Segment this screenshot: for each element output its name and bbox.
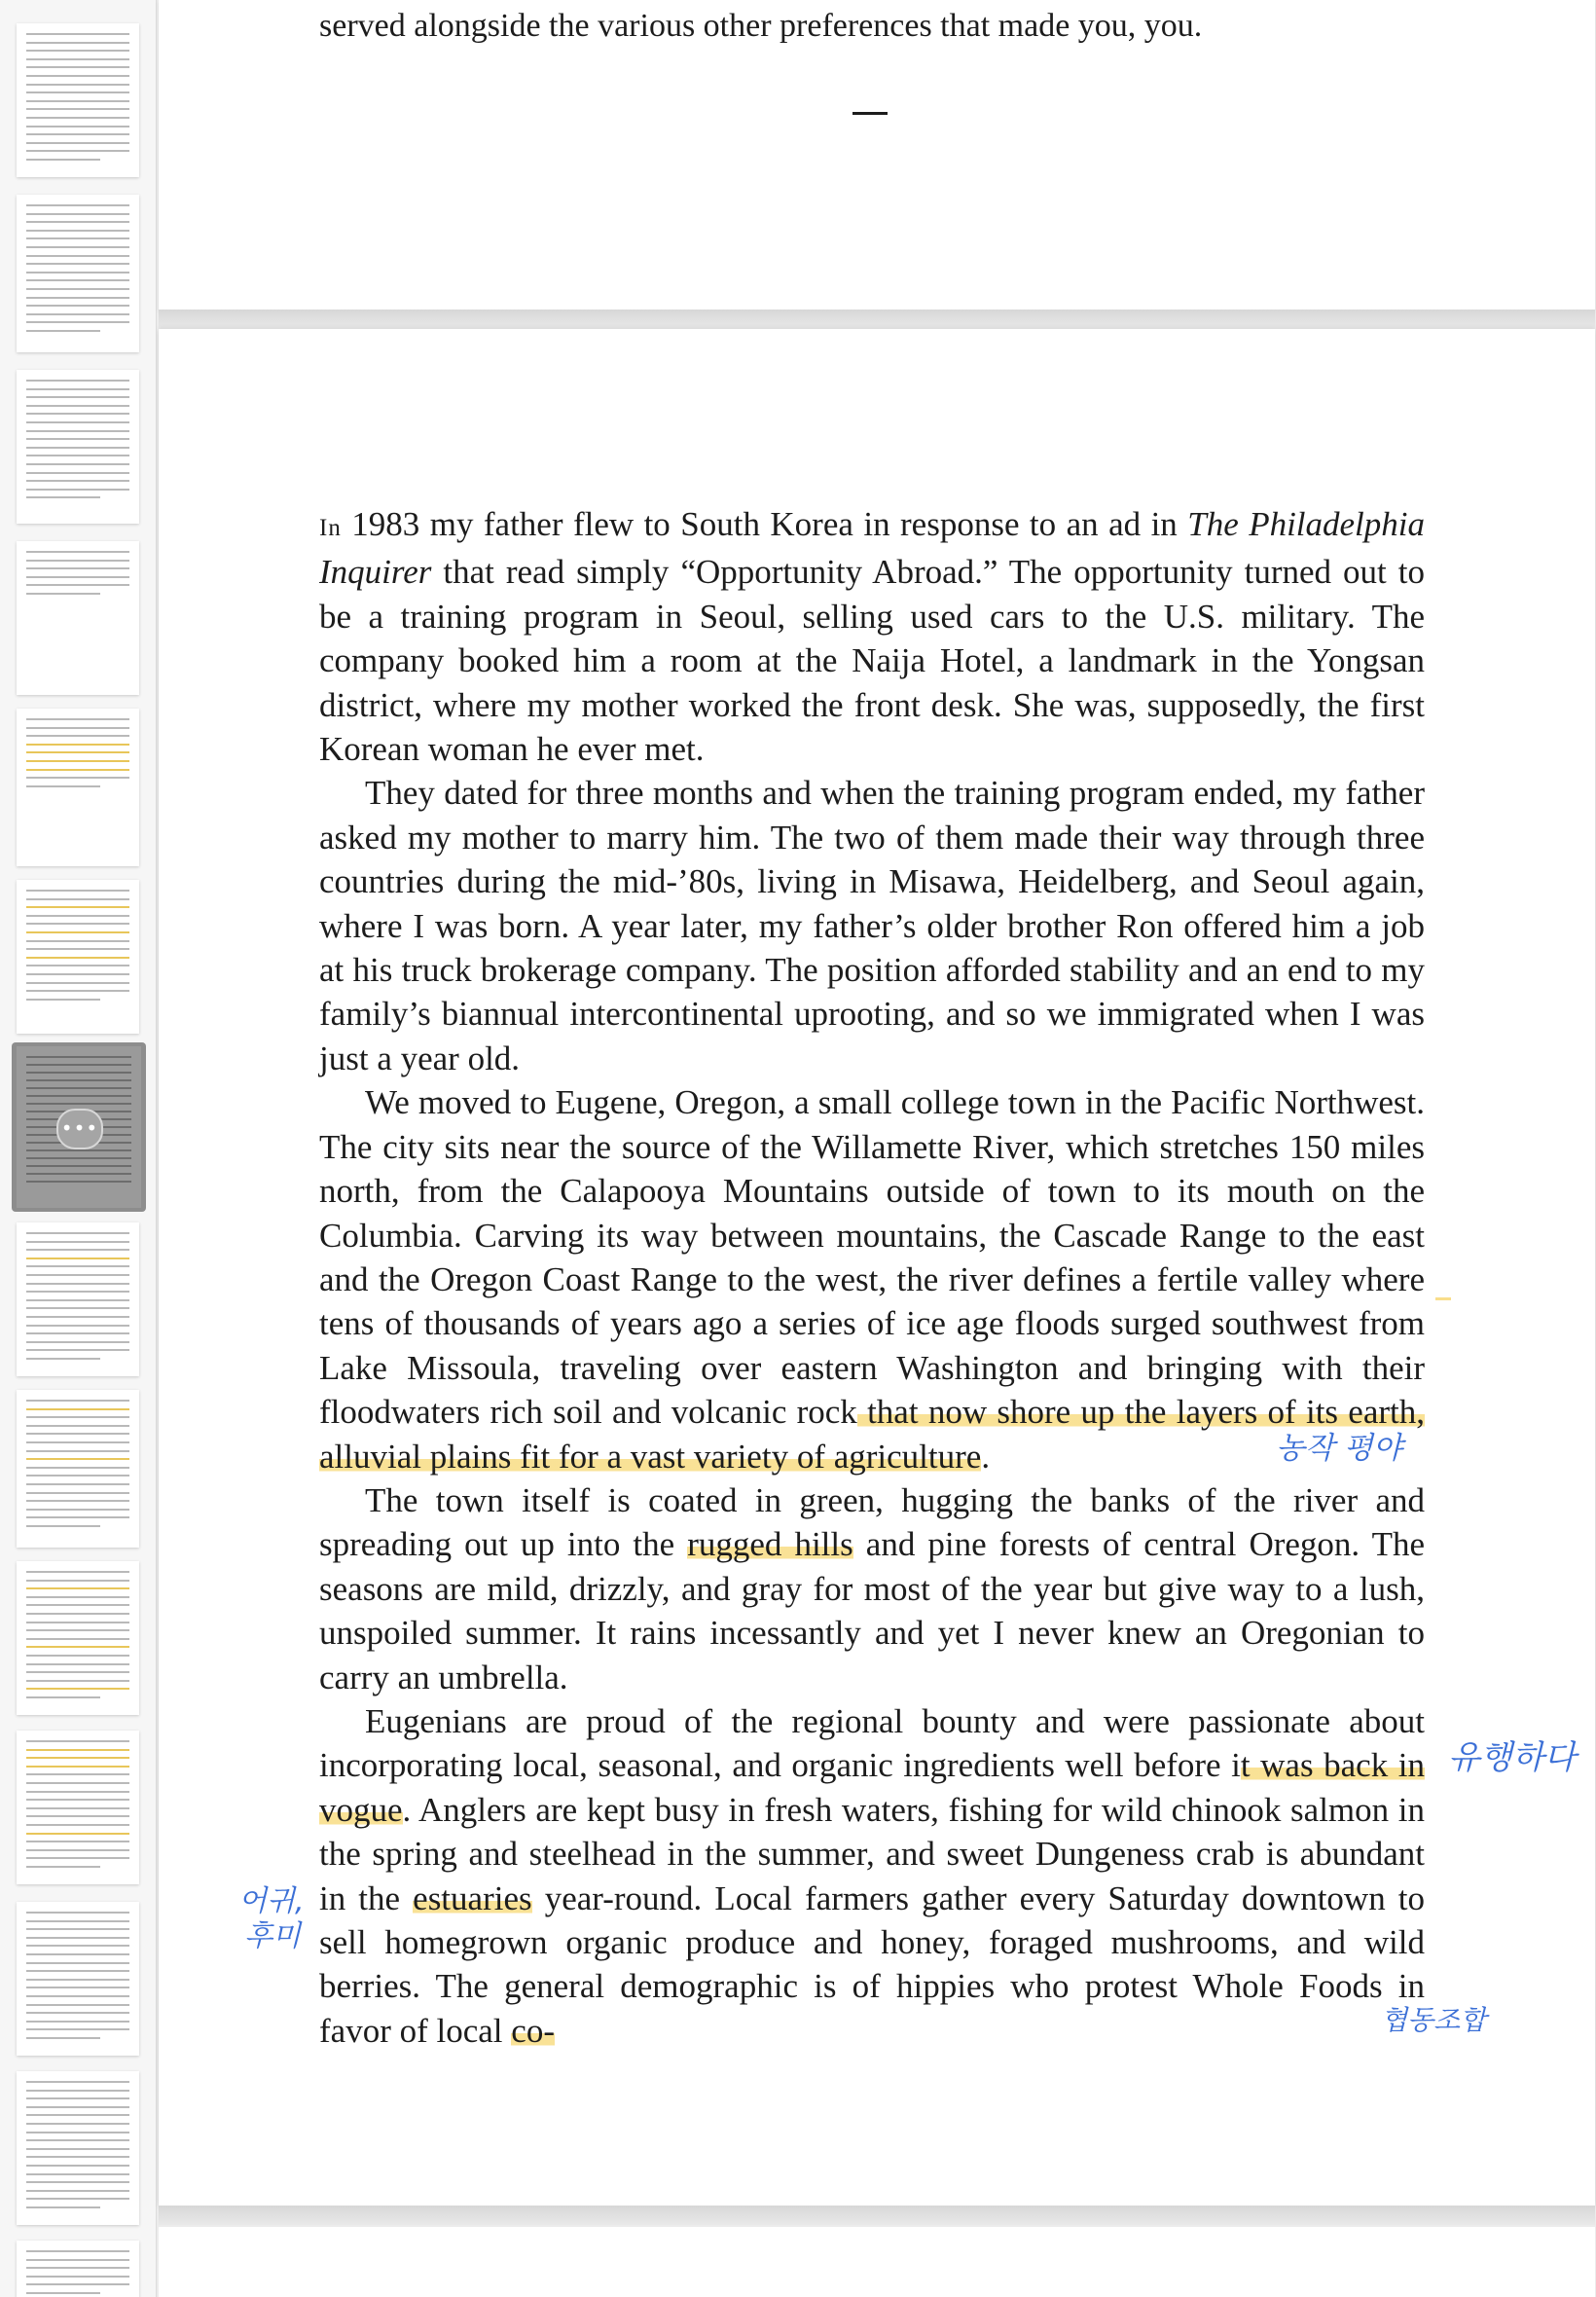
thumbnail-text-line <box>26 100 129 102</box>
thumbnail-text-line <box>26 727 129 729</box>
opening-smallcaps: In <box>319 515 342 541</box>
thumbnail-text-line <box>26 957 129 959</box>
thumbnail-text-line <box>26 2090 129 2092</box>
thumbnail-text-line <box>26 237 129 239</box>
thumbnail-text-line <box>26 255 129 257</box>
thumbnail-text-line <box>26 1232 129 1234</box>
thumbnail-text-line <box>26 1815 129 1817</box>
thumbnail-text-line <box>26 1249 129 1251</box>
thumbnail-text-line <box>26 965 129 966</box>
thumbnail-text-line <box>26 1749 129 1751</box>
thumbnail-text-line <box>26 1740 129 1742</box>
thumbnail-text-line <box>26 380 129 382</box>
thumbnail-text-line <box>26 1824 129 1826</box>
thumbnail-text-line <box>26 1953 129 1955</box>
thumbnail-text-line <box>26 150 129 152</box>
thumbnail-text-line <box>26 1416 129 1418</box>
paragraph <box>319 1080 1425 1478</box>
thumbnail-text-line <box>26 1325 129 1327</box>
thumbnail-text-line <box>26 1671 129 1673</box>
thumbnail-text-line <box>26 1663 129 1665</box>
thumbnail-text-line <box>26 272 129 273</box>
thumbnail-text-line <box>26 1937 129 1939</box>
thumbnail-text-line <box>26 1341 129 1343</box>
text-run: The town itself is coated in green, hugging the banks of the river and spreading out up into the <box>319 1480 1425 1564</box>
page-thumbnail-sidebar <box>0 0 157 2297</box>
thumbnail-text-line <box>26 297 129 299</box>
handwritten-note-alluvial-plains[interactable]: 농작 평야 <box>1276 1431 1402 1466</box>
thumbnail-text-line <box>26 1291 129 1293</box>
thumbnail-text-line <box>26 2148 129 2150</box>
thumbnail-text-line <box>26 1525 100 1527</box>
thumbnail-text-line <box>26 735 129 737</box>
thumbnail-text-line <box>26 576 129 578</box>
thumbnail-text-line <box>26 1425 129 1427</box>
thumbnail-text-line <box>26 567 129 569</box>
page-thumbnail[interactable] <box>17 370 139 524</box>
text-run: year-round. Local farmers gather every Saturday downtown to sell homegrown organic produce and honey, foraged mushrooms, and wild berries. The general demographic is of hippies who protest Whole Foods in favor of local <box>319 1878 1425 2050</box>
thumbnail-text-line <box>26 2037 100 2039</box>
thumbnail-text-line <box>26 785 100 787</box>
thumbnail-text-line <box>26 472 129 474</box>
thumbnail-text-line <box>26 263 129 265</box>
thumbnail-text-line <box>26 455 129 456</box>
text-run: We moved to Eugene, Oregon, a small college town in the Pacific Northwest. The city sits near the source of the Willamette River, which stretches 150 miles north, from the Calapooya Mountains outside of town to its mouth on the Columbia. Carving its way between mountains, the Cascade Range to the east and the Oregon Coast Range to the west, the river defines a fertile valley where tens of thousands of years ago a series of ice age floods surged southwest from Lake Missoula, traveling over eastern Washington and bringing with their floodwaters rich soil and volcanic rock <box>319 1083 1425 1432</box>
handwritten-note-co-op[interactable]: 협동조합 <box>1381 2004 1487 2036</box>
thumbnail-text-line <box>26 2190 129 2192</box>
thumbnail-text-line <box>26 777 129 779</box>
handwritten-note-estuaries-2[interactable]: 후미 <box>244 1919 301 1953</box>
thumbnail-text-line <box>26 413 129 415</box>
thumbnail-text-line <box>26 480 129 482</box>
paragraph <box>319 502 1425 771</box>
chapter-body <box>319 502 1425 2053</box>
thumbnail-text-line <box>26 2267 129 2269</box>
thumbnail-text-line <box>26 159 100 161</box>
thumbnail-text-line <box>26 1782 129 1784</box>
thumbnail-text-line <box>26 1920 129 1922</box>
thumbnail-text-line <box>26 1866 100 1868</box>
page-thumbnail[interactable] <box>17 1902 139 2056</box>
thumbnail-text-line <box>26 1995 129 1997</box>
thumbnail-text-line <box>26 1655 129 1657</box>
thumbnail-text-line <box>26 1757 129 1759</box>
thumbnail-text-line <box>26 84 129 86</box>
section-break-dash <box>852 112 888 115</box>
thumbnail-text-line <box>26 388 129 390</box>
thumbnail-text-line <box>26 1613 129 1615</box>
thumbnail-text-line <box>26 999 100 1001</box>
handwritten-note-estuaries-1[interactable]: 어귀, <box>238 1884 305 1918</box>
thumbnail-text-line <box>26 2123 129 2125</box>
page-thumbnail[interactable] <box>17 541 139 695</box>
thumbnail-text-line <box>26 1580 129 1582</box>
thumbnail-text-line <box>26 560 129 562</box>
thumbnail-text-line <box>26 1500 129 1502</box>
page-thumbnail[interactable] <box>17 2071 139 2225</box>
thumbnail-text-line <box>26 213 129 215</box>
thumbnail-text-line <box>26 1962 129 1964</box>
page-thumbnail[interactable] <box>17 23 139 177</box>
thumbnail-text-line <box>26 313 129 315</box>
page-thumbnail[interactable] <box>17 1222 139 1376</box>
thumbnail-text-line <box>26 982 129 984</box>
text-run: and pine forests of central Oregon. The seasons are mild, drizzly, and gray for most of the year but give way to a lush, unspoiled summer. It rains incessantly and yet I never knew an Oregonian to carry an umbrella. <box>319 1525 1426 1696</box>
text-run: . <box>981 1437 991 1476</box>
page-thumbnail[interactable] <box>17 195 139 352</box>
thumbnail-text-line <box>26 1307 129 1309</box>
highlight-estuaries[interactable]: estuaries <box>413 1878 532 1917</box>
thumbnail-text-line <box>26 2250 129 2252</box>
thumbnail-text-line <box>26 2292 100 2294</box>
thumbnail-text-line <box>26 33 129 35</box>
thumbnail-text-line <box>26 1807 129 1809</box>
page-thumbnail[interactable] <box>17 1731 139 1884</box>
thumbnail-text-line <box>26 2206 100 2208</box>
thumbnail-text-line <box>26 204 129 206</box>
thumbnail-text-line <box>26 551 129 553</box>
thumbnail-text-line <box>26 1316 129 1318</box>
thumbnail-text-line <box>26 66 129 68</box>
thumbnail-text-line <box>26 108 129 110</box>
thumbnail-text-line <box>26 1400 129 1402</box>
thumbnail-text-line <box>26 1509 129 1511</box>
thumbnail-text-line <box>26 1987 129 1988</box>
thumbnail-text-line <box>26 50 129 52</box>
thumbnail-text-line <box>26 1492 129 1494</box>
thumbnail-text-line <box>26 1638 129 1640</box>
thumbnail-text-line <box>26 1358 100 1360</box>
thumbnail-text-line <box>26 1596 129 1598</box>
highlight-in-vogue[interactable]: t was back in vogue <box>319 1746 1425 1829</box>
thumbnail-text-line <box>26 279 129 281</box>
thumbnail-text-line <box>26 1475 129 1477</box>
thumbnail-text-line <box>26 2106 129 2108</box>
page-separator <box>159 2206 1595 2225</box>
thumbnail-text-line <box>26 744 129 746</box>
thumbnail-text-line <box>26 769 129 771</box>
thumbnail-text-line <box>26 1571 129 1573</box>
thumbnail-text-line <box>26 1629 129 1631</box>
page-thumbnail[interactable] <box>17 880 139 1034</box>
more-options-button[interactable]: ••• <box>56 1109 103 1149</box>
thumbnail-text-line <box>26 1408 129 1410</box>
thumbnail-text-line <box>26 1299 129 1301</box>
thumbnail-text-line <box>26 760 129 762</box>
thumbnail-text-line <box>26 2004 129 2006</box>
thumbnail-text-line <box>26 890 129 892</box>
thumbnail-text-line <box>26 1766 129 1768</box>
thumbnail-text-line <box>26 1265 129 1267</box>
thumbnail-text-line <box>26 1791 129 1793</box>
thumbnail-text-line <box>26 1332 129 1334</box>
thumbnail-text-line <box>26 1604 129 1606</box>
page-thumbnail[interactable] <box>17 1561 139 1715</box>
current-page <box>159 329 1595 2206</box>
thumbnail-text-line <box>26 2028 129 2030</box>
thumbnail-text-line <box>26 990 129 992</box>
page-thumbnail[interactable] <box>17 2241 139 2297</box>
thumbnail-text-line <box>26 2132 129 2133</box>
thumbnail-text-line <box>26 2198 129 2200</box>
thumbnail-text-line <box>26 421 129 423</box>
thumbnail-text-line <box>26 91 129 93</box>
stray-highlight-mark <box>1435 1297 1451 1300</box>
previous-page <box>159 0 1595 310</box>
thumbnail-text-line <box>26 2021 129 2023</box>
text-run: Eugenians are proud of the regional bounty and were passionate about incorporating local, seasonal, and organic ingredients well before i <box>319 1701 1425 1785</box>
thumbnail-text-line <box>26 2139 129 2141</box>
paragraph <box>319 771 1425 1080</box>
thumbnail-text-line <box>26 1849 129 1851</box>
thumbnail-text-line <box>26 1696 100 1698</box>
next-page <box>159 2227 1595 2297</box>
highlight-co-op[interactable]: co- <box>511 2011 555 2050</box>
thumbnail-text-line <box>26 718 129 720</box>
thumbnail-text-line <box>26 2081 129 2083</box>
thumbnail-text-line <box>26 75 129 77</box>
thumbnail-text-line <box>26 489 129 491</box>
thumbnail-text-line <box>26 1467 129 1469</box>
text-run: They dated for three months and when the training program ended, my father asked my mother to marry him. The two of them made their way through three countries during the mid-’80s, living in Misawa, Heidelberg, and Seoul again, where I was born. A year later, my father’s older brother Ron offered him a job at his truck brokerage company. The position afforded stability and an end to my family’s biannual intercontinental uprooting, and so we immigrated when I was just a year old. <box>319 774 1425 1077</box>
thumbnail-text-line <box>26 1433 129 1435</box>
thumbnail-text-line <box>26 1458 129 1460</box>
thumbnail-text-line <box>26 940 129 942</box>
thumbnail-text-line <box>26 463 129 465</box>
previous-page-last-line: served alongside the various other preferences that made you, you. <box>319 8 1203 44</box>
thumbnail-text-line <box>26 1773 129 1775</box>
thumbnail-text-line <box>26 1970 129 1972</box>
thumbnail-text-line <box>26 2156 129 2158</box>
thumbnail-text-line <box>26 430 129 432</box>
thumbnail-text-line <box>26 593 100 595</box>
thumbnail-text-line <box>26 1928 129 1930</box>
thumbnail-text-line <box>26 288 129 290</box>
thumbnail-text-line <box>26 1441 129 1443</box>
thumbnail-text-line <box>26 221 129 223</box>
thumbnail-text-line <box>26 915 129 917</box>
thumbnail-text-line <box>26 2259 129 2261</box>
thumbnail-text-line <box>26 1450 129 1452</box>
document-viewer[interactable] <box>156 0 1596 2297</box>
thumbnail-text-line <box>26 1833 129 1835</box>
thumbnail-text-line <box>26 330 100 332</box>
thumbnail-text-line <box>26 1646 129 1648</box>
thumbnail-text-line <box>26 438 129 440</box>
thumbnail-text-line <box>26 2181 129 2183</box>
thumbnail-text-line <box>26 2097 129 2099</box>
thumbnail-text-line <box>26 906 129 908</box>
thumbnail-text-line <box>26 305 129 307</box>
thumbnail-text-line <box>26 1349 129 1351</box>
thumbnail-text-line <box>26 1945 129 1947</box>
thumbnail-text-line <box>26 1799 129 1801</box>
thumbnail-text-line <box>26 2165 129 2167</box>
thumbnail-text-line <box>26 1912 129 1914</box>
text-run: . Anglers are kept busy in fresh waters, fishing for wild chinook salmon in the spring and steelhead in the summer, and sweet Dungeness crab is abundant in the <box>319 1790 1425 1917</box>
thumbnail-text-line <box>26 405 129 407</box>
thumbnail-text-line <box>26 1680 129 1682</box>
paragraph <box>319 1478 1425 1699</box>
newspaper-title: The Philadelphia Inquirer <box>319 505 1426 592</box>
thumbnail-text-line <box>26 1857 129 1859</box>
thumbnail-text-line <box>26 2114 129 2116</box>
thumbnail-text-line <box>26 447 129 449</box>
handwritten-note-in-vogue[interactable]: 유행하다 <box>1448 1738 1577 1777</box>
thumbnail-text-line <box>26 1483 129 1485</box>
thumbnail-text-line <box>26 42 129 44</box>
thumbnail-text-line <box>26 230 129 232</box>
thumbnail-text-line <box>26 1841 129 1842</box>
thumbnail-text-line <box>26 898 129 900</box>
thumbnail-text-line <box>26 496 100 498</box>
thumbnail-text-line <box>26 1587 129 1589</box>
thumbnail-text-line <box>26 2276 129 2278</box>
thumbnail-text-line <box>26 246 129 248</box>
thumbnail-text-line <box>26 948 129 950</box>
text-run: that read simply “Opportunity Abroad.” The opportunity turned out to be a training program in Seoul, selling used cars to the U.S. military. The company booked him a room at the Naija Hotel, a landmark in the Yongsan district, where my mother worked the front desk. She was, supposedly, the first Korean woman he ever met. <box>319 553 1425 769</box>
highlight-alluvial-plains[interactable]: that now shore up the layers of its earth, alluvial plains fit for a vast variety of agriculture <box>319 1393 1426 1476</box>
thumbnail-text-line <box>26 1241 129 1243</box>
thumbnail-text-line <box>26 133 129 135</box>
page-thumbnail[interactable] <box>17 1390 139 1548</box>
thumbnail-text-line <box>26 2012 129 2014</box>
thumbnail-text-line <box>26 1283 129 1285</box>
thumbnail-text-line <box>26 321 129 323</box>
thumbnail-text-line <box>26 931 129 933</box>
thumbnail-text-line <box>26 1979 129 1981</box>
text-run: 1983 my father flew to South Korea in response to an ad in <box>341 505 1188 543</box>
page-separator <box>159 310 1595 329</box>
thumbnail-text-line <box>26 1516 129 1518</box>
thumbnail-text-line <box>26 1688 129 1690</box>
highlight-rugged-hills[interactable]: rugged hills <box>687 1525 853 1564</box>
thumbnail-text-line <box>26 923 129 925</box>
thumbnail-text-line <box>26 584 129 586</box>
paragraph <box>319 1699 1425 2053</box>
thumbnail-text-line <box>26 2173 129 2175</box>
thumbnail-text-line <box>26 1258 129 1259</box>
page-thumbnail[interactable] <box>17 709 139 866</box>
thumbnail-text-line <box>26 1274 129 1276</box>
thumbnail-text-line <box>26 58 129 60</box>
thumbnail-text-line <box>26 396 129 398</box>
thumbnail-text-line <box>26 142 129 144</box>
thumbnail-text-line <box>26 973 129 975</box>
thumbnail-text-line <box>26 751 129 753</box>
thumbnail-text-line <box>26 126 129 128</box>
thumbnail-text-line <box>26 117 129 119</box>
thumbnail-text-line <box>26 2283 129 2285</box>
thumbnail-text-line <box>26 1622 129 1623</box>
